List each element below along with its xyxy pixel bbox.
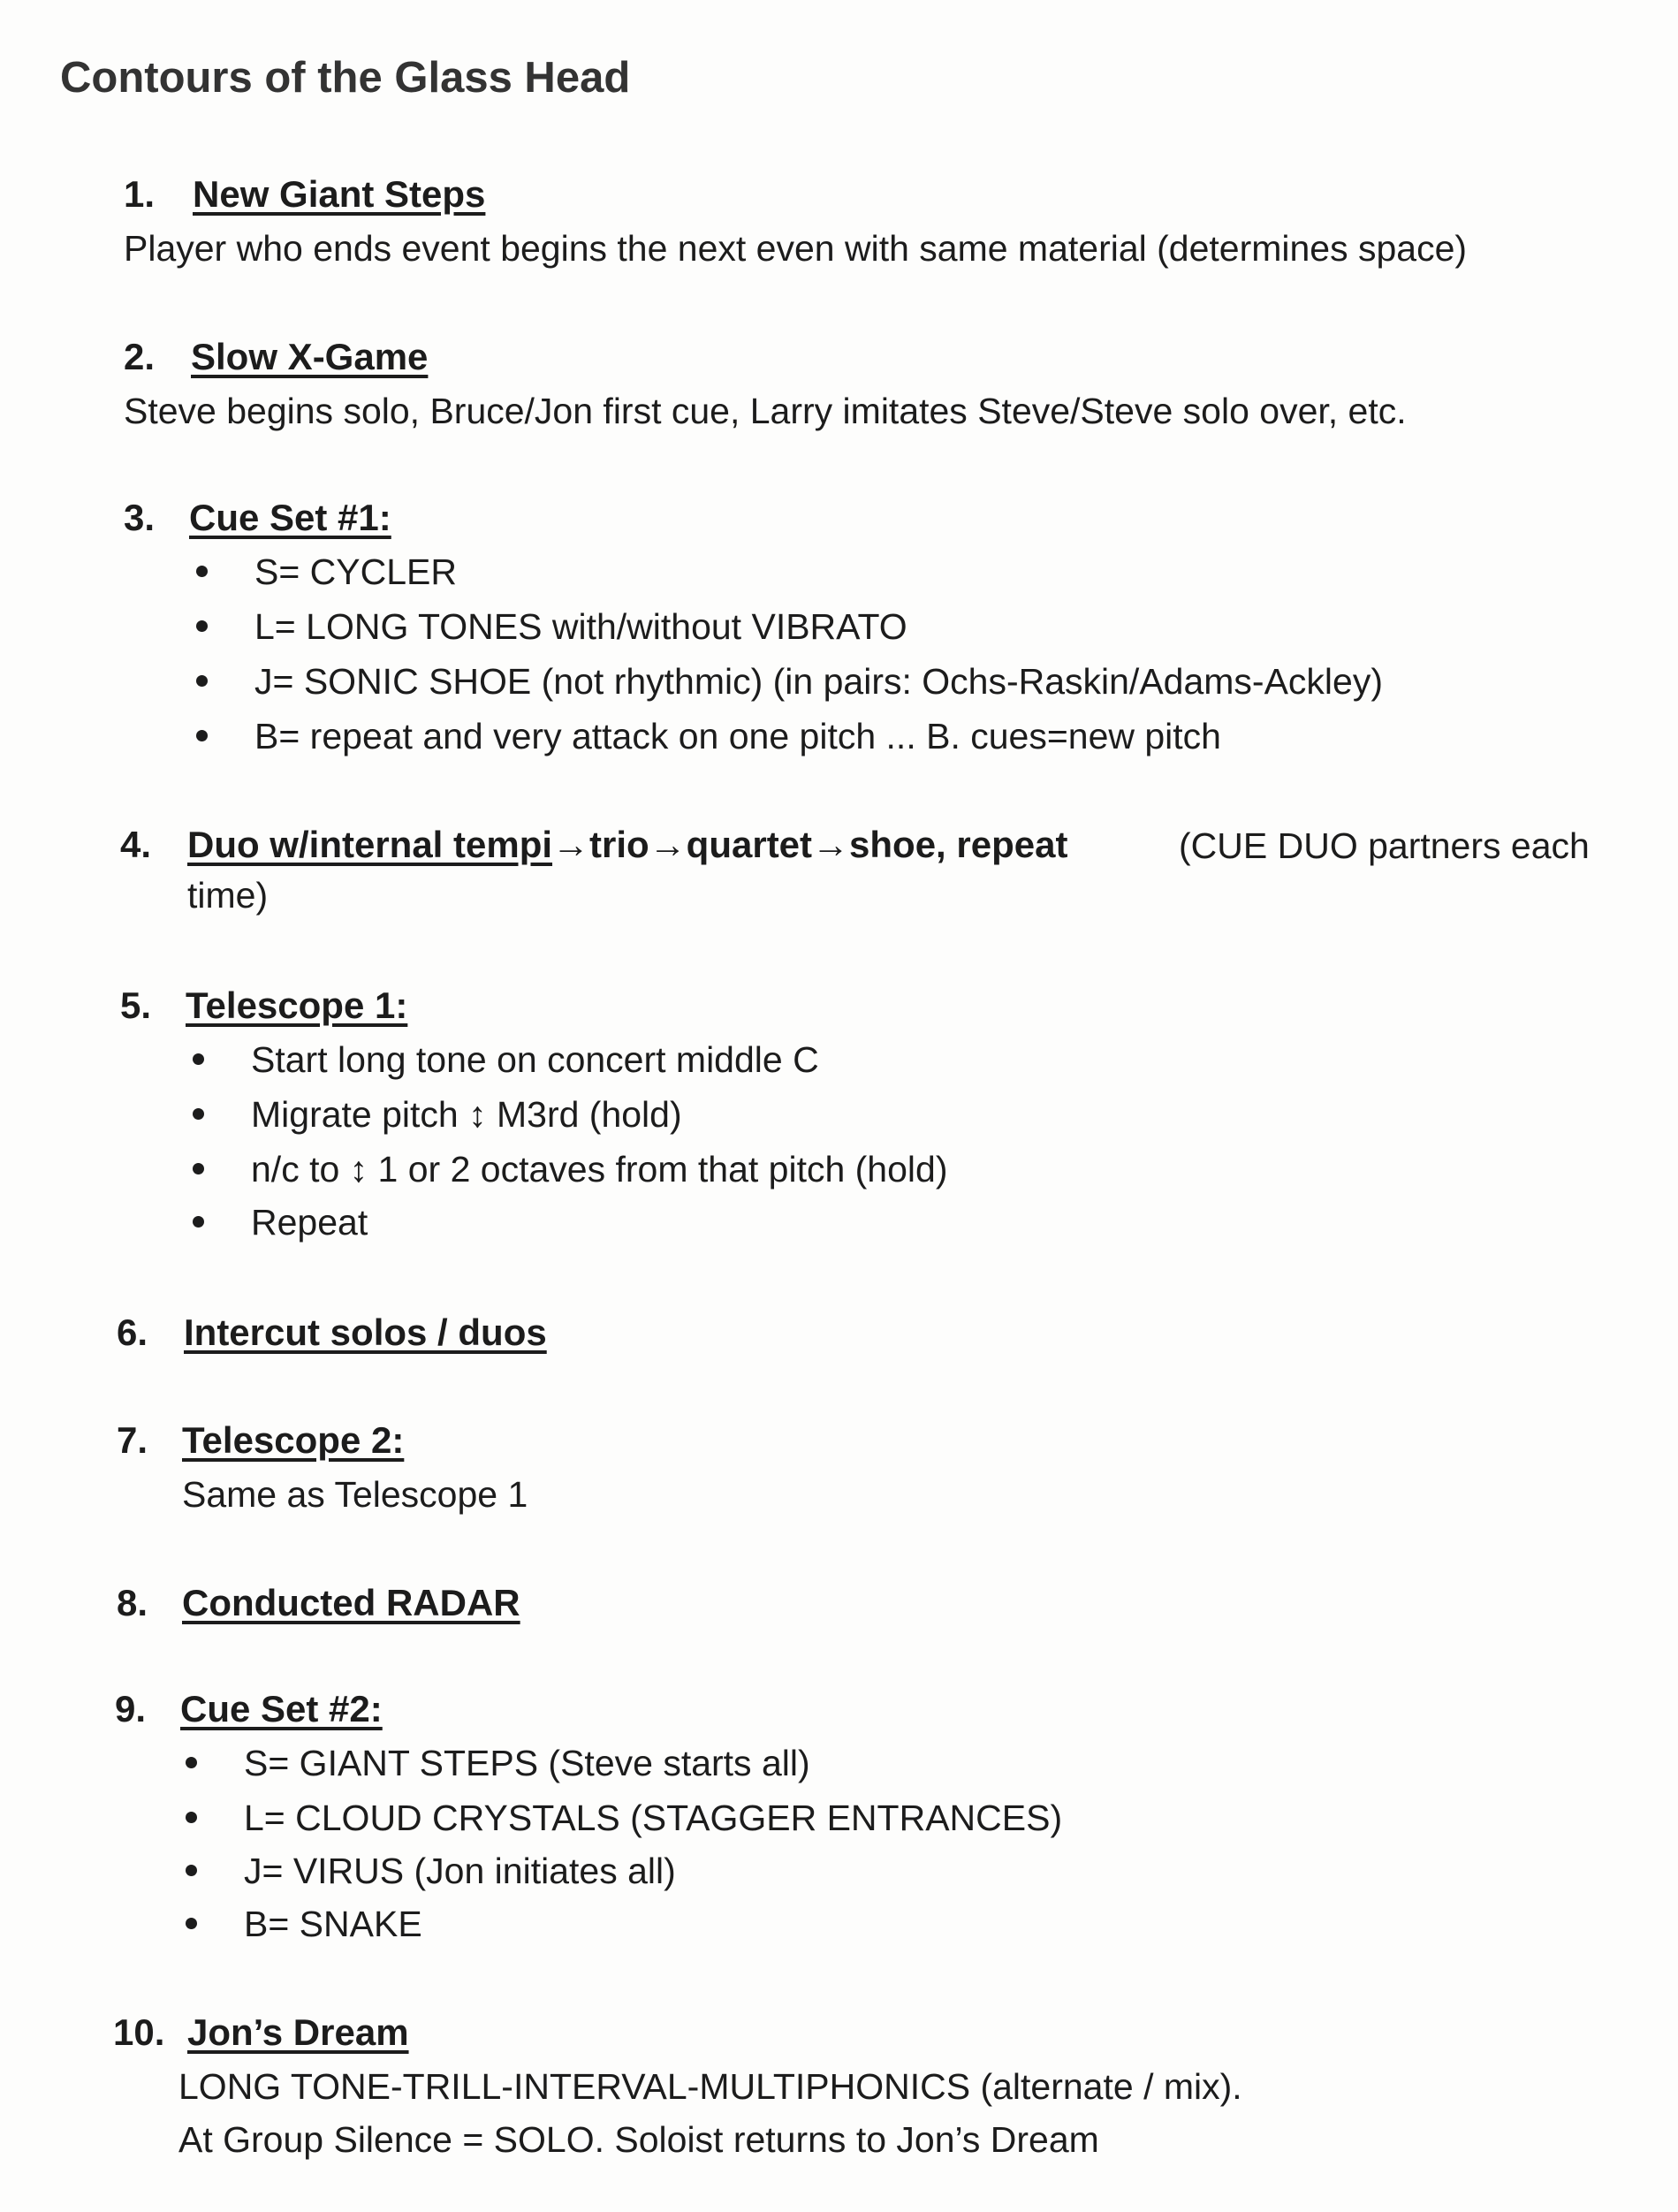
item-10-line-2: At Group Silence = SOLO. Soloist returns to Jon’s Dream (178, 2119, 1099, 2160)
item-9-bullet-2: L= CLOUD CRYSTALS (STAGGER ENTRANCES) (244, 1798, 1063, 1838)
bullet-dot (193, 1216, 204, 1228)
item-1-number: 1. (124, 173, 156, 215)
bullet-dot (193, 1053, 204, 1065)
item-10-number: 10. (113, 2011, 165, 2053)
item-1-heading: New Giant Steps (193, 173, 486, 215)
item-3-heading: Cue Set #1: (189, 497, 391, 538)
item-3-bullet-4: B= repeat and very attack on one pitch ... B. cues=new pitch (254, 716, 1221, 756)
item-9-number: 9. (115, 1688, 147, 1729)
item-5-heading: Telescope 1: (186, 984, 408, 1026)
item-6-heading: Intercut solos / duos (184, 1311, 547, 1353)
item-6-number: 6. (117, 1311, 148, 1353)
item-5-bullet-4: Repeat (251, 1202, 368, 1243)
item-4-note: (CUE DUO partners each (1179, 825, 1590, 866)
bullet-dot (196, 566, 208, 577)
item-8-heading: Conducted RADAR (182, 1582, 520, 1623)
item-5-bullet-1: Start long tone on concert middle C (251, 1039, 819, 1080)
item-4-heading-tail: →trio→quartet→shoe, repeat (552, 824, 1068, 865)
item-3-bullet-2: L= LONG TONES with/without VIBRATO (254, 606, 907, 647)
bullet-dot (186, 1757, 197, 1768)
item-7-number: 7. (117, 1419, 148, 1461)
item-5-bullet-2: Migrate pitch ↕ M3rd (hold) (251, 1094, 682, 1135)
bullet-dot (193, 1163, 204, 1174)
item-8-number: 8. (117, 1582, 148, 1623)
item-3-bullet-1: S= CYCLER (254, 551, 458, 592)
item-2-number: 2. (124, 336, 156, 377)
item-4-number: 4. (120, 824, 152, 865)
item-4-heading-line (187, 824, 1067, 866)
bullet-dot (196, 675, 208, 687)
item-9-bullet-3: J= VIRUS (Jon initiates all) (244, 1851, 676, 1891)
bullet-dot (186, 1812, 197, 1823)
item-3-bullet-3: J= SONIC SHOE (not rhythmic) (in pairs: Ochs-Raskin/Adams-Ackley) (254, 661, 1383, 702)
bullet-dot (193, 1108, 204, 1120)
bullet-dot (196, 730, 208, 741)
item-4-heading: Duo w/internal tempi (187, 824, 553, 865)
item-5-bullet-3: n/c to ↕ 1 or 2 octaves from that pitch (hold) (251, 1149, 948, 1190)
bullet-dot (186, 1865, 197, 1876)
bullet-dot (196, 620, 208, 632)
item-9-heading: Cue Set #2: (180, 1688, 383, 1729)
item-10-line-1: LONG TONE-TRILL-INTERVAL-MULTIPHONICS (alternate / mix). (178, 2066, 1242, 2107)
item-1-line-1: Player who ends event begins the next even with same material (determines space) (124, 228, 1468, 269)
item-9-bullet-4: B= SNAKE (244, 1904, 422, 1944)
item-10-heading: Jon’s Dream (187, 2011, 409, 2053)
item-7-line-1: Same as Telescope 1 (182, 1474, 528, 1515)
item-3-number: 3. (124, 497, 156, 538)
item-9-bullet-1: S= GIANT STEPS (Steve starts all) (244, 1743, 810, 1783)
item-4-wrap: time) (187, 875, 269, 916)
item-2-heading: Slow X-Game (191, 336, 429, 377)
item-5-number: 5. (120, 984, 152, 1026)
item-2-line-1: Steve begins solo, Bruce/Jon first cue, Larry imitates Steve/Steve solo over, etc. (124, 391, 1407, 431)
bullet-dot (186, 1918, 197, 1929)
item-7-heading: Telescope 2: (182, 1419, 405, 1461)
page-title: Contours of the Glass Head (60, 54, 631, 102)
